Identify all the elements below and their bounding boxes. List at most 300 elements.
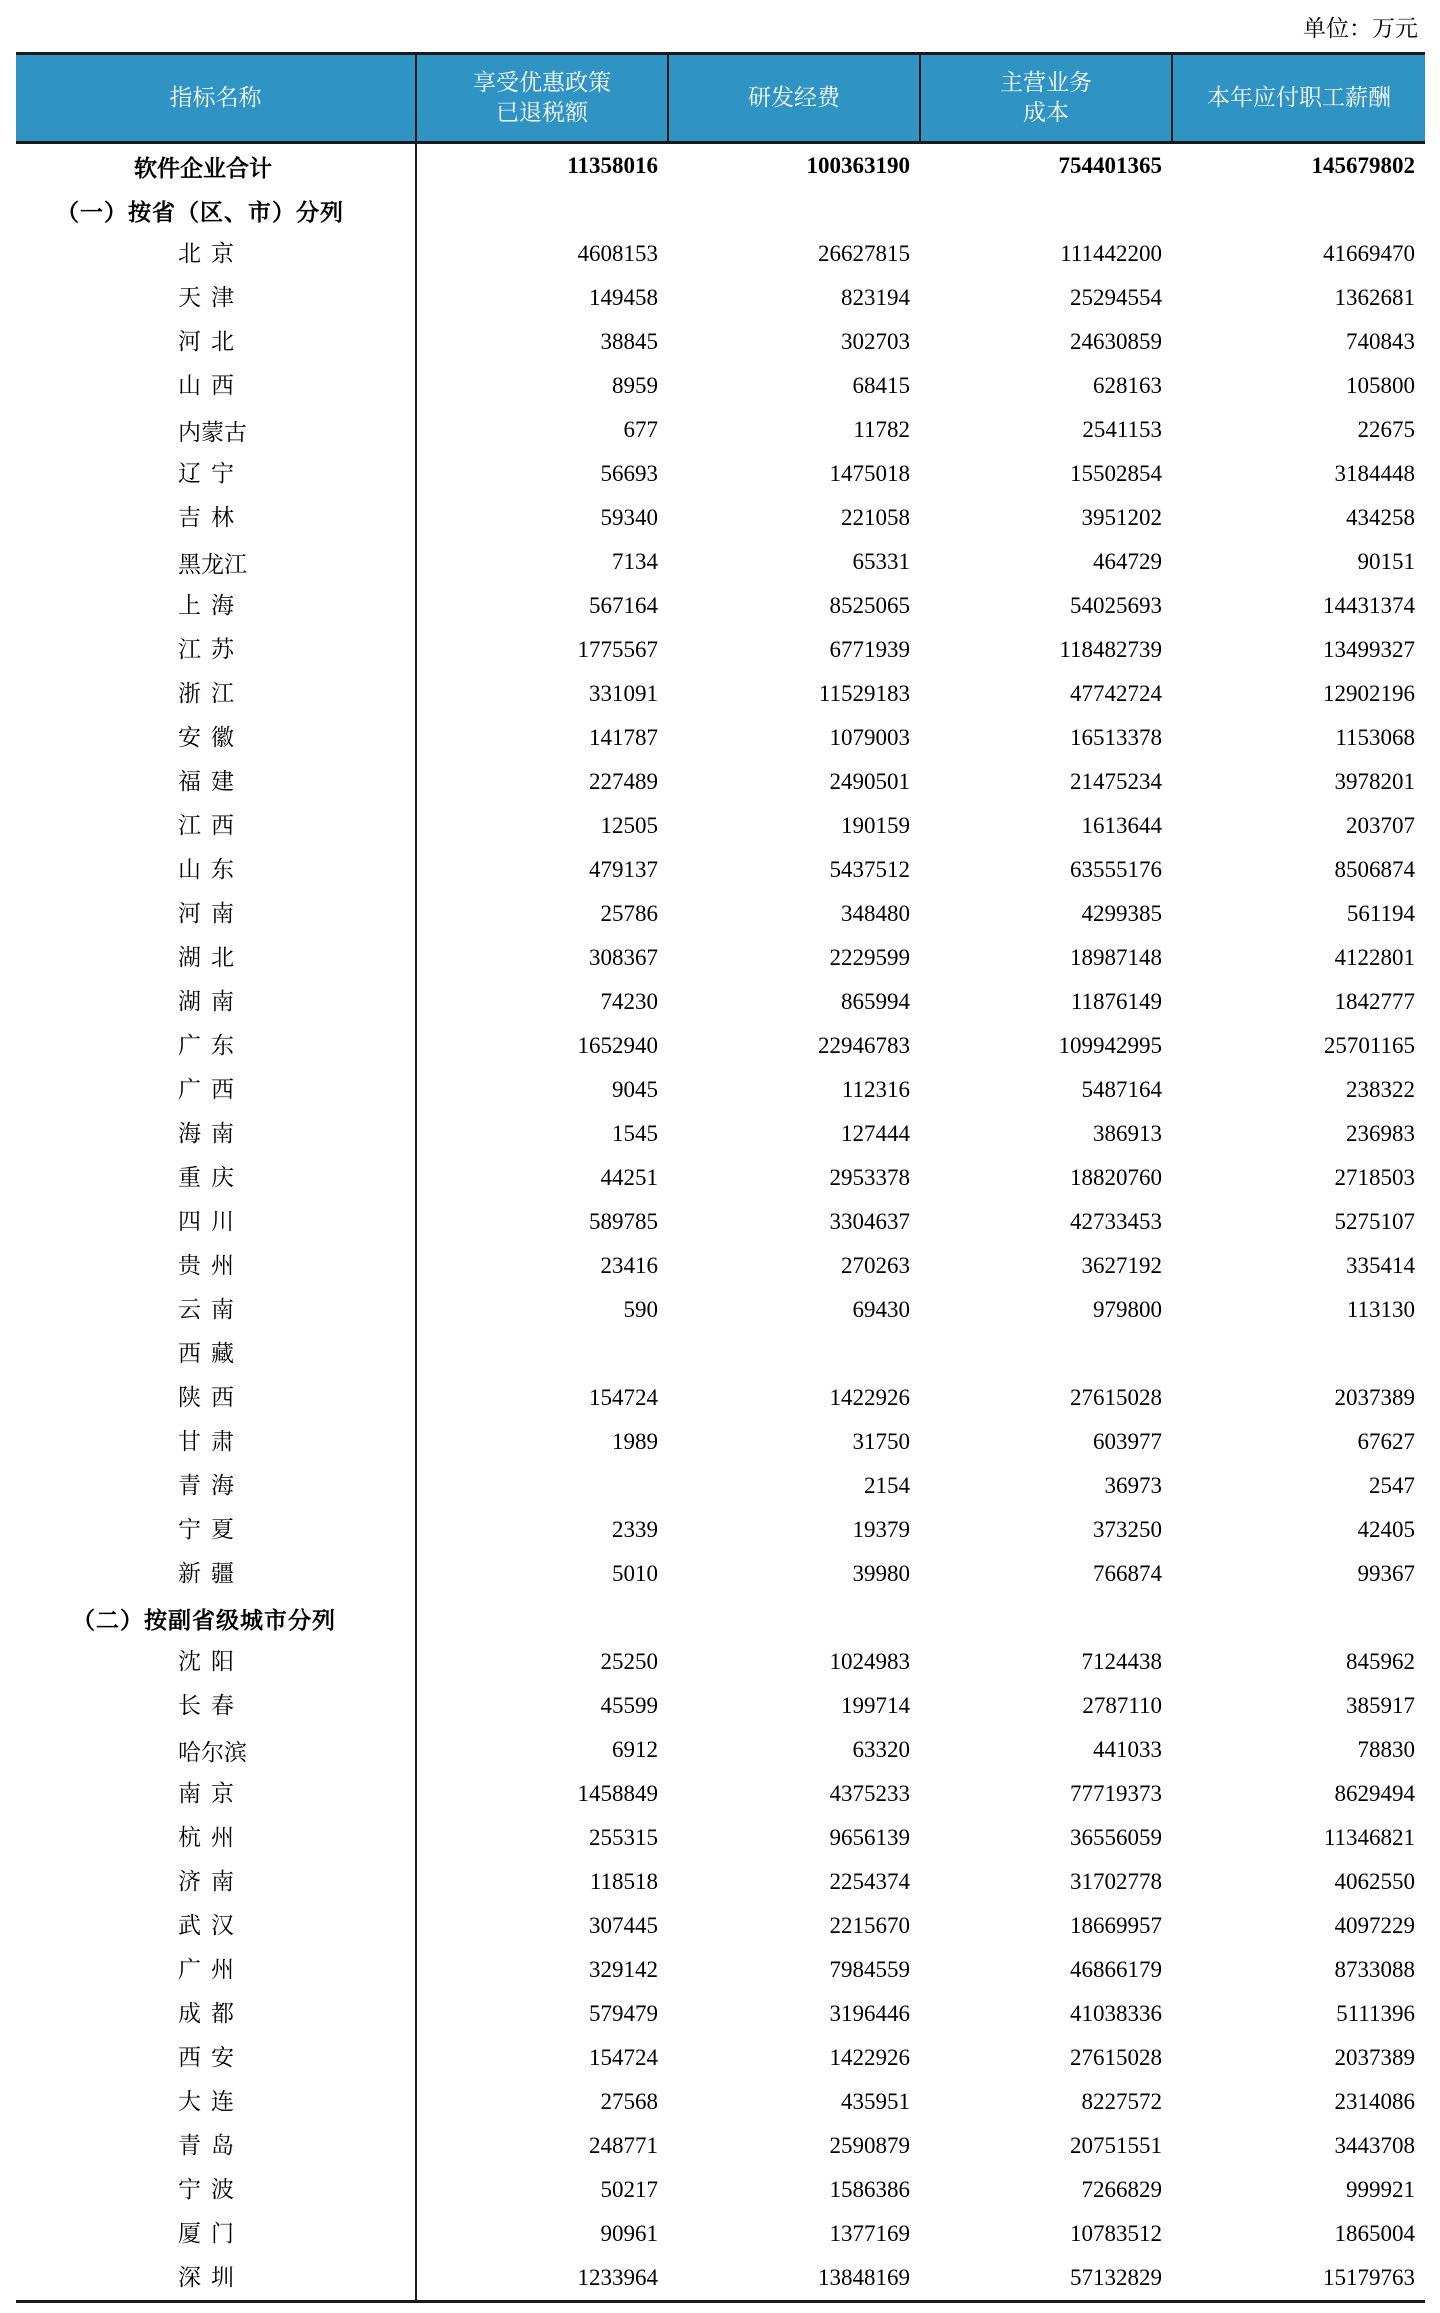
cell-payroll: 13499327 [1323, 637, 1415, 662]
cell-payroll: 67627 [1357, 1429, 1415, 1454]
region-name-char-2: 建 [211, 768, 234, 795]
table-row [16, 2124, 1425, 2168]
cell-tax-refund: 677 [623, 417, 658, 442]
region-name [16, 1288, 416, 1332]
region-name [16, 980, 416, 1024]
cell-rd-expense: 19379 [852, 1517, 910, 1542]
cell-tax-refund: 154724 [589, 1385, 658, 1410]
cell-rd-expense: 270263 [841, 1253, 910, 1278]
cell-tax-refund: 1233964 [416, 2256, 668, 2302]
cell-payroll: 8506874 [1334, 857, 1415, 882]
region-name-char-1: 北 [178, 240, 201, 267]
table-row [16, 1816, 1425, 1860]
table-row [16, 452, 1425, 496]
table-row [16, 1376, 1425, 1420]
cell-payroll: 740843 [1346, 329, 1415, 354]
region-name [16, 1992, 416, 2036]
region-name-char-1: 浙 [178, 680, 201, 707]
cell-main-business-cost: 41038336 [1070, 2001, 1162, 2026]
region-name [16, 1376, 416, 1420]
region-name-char-1: 湖 [178, 988, 201, 1015]
cell-tax-refund: 479137 [589, 857, 658, 882]
region-name-char-1: 武 [178, 1912, 201, 1939]
region-name-char-1: 河 [178, 900, 201, 927]
cell-main-business-cost: 24630859 [1070, 329, 1162, 354]
cell-main-business-cost: 2541153 [1082, 417, 1162, 442]
cell-rd-expense: 302703 [841, 329, 910, 354]
cell-payroll: 105800 [1346, 373, 1415, 398]
table-row [16, 1024, 1425, 1068]
cell-main-business-cost: 5487164 [1081, 1077, 1162, 1102]
cell-tax-refund: 1458849 [577, 1781, 658, 1806]
table-row [16, 2256, 1425, 2302]
cell-rd-expense: 2215670 [829, 1913, 910, 1938]
cell-rd-expense: 127444 [841, 1121, 910, 1146]
cell-tax-refund: 590 [623, 1297, 658, 1322]
cell-rd-expense: 1586386 [829, 2177, 910, 2202]
table-row [16, 1508, 1425, 1552]
cell-payroll: 3184448 [1334, 461, 1415, 486]
region-name-char-2: 西 [211, 1076, 234, 1103]
region-name-char-2: 海 [211, 1472, 234, 1499]
region-name [16, 1684, 416, 1728]
table-row [16, 1244, 1425, 1288]
cell-tax-refund: 44251 [600, 1165, 658, 1190]
cell-payroll: 41669470 [1323, 241, 1415, 266]
cell-main-business-cost: 36556059 [1070, 1825, 1162, 1850]
region-name-char-2: 春 [211, 1692, 234, 1719]
region-name-char-2: 海 [211, 592, 234, 619]
region-name: 哈尔滨 [16, 1728, 416, 1772]
cell-tax-refund: 90961 [600, 2221, 658, 2246]
header-row [16, 54, 1425, 143]
region-name [16, 716, 416, 760]
cell-tax-refund: 50217 [600, 2177, 658, 2202]
region-name-char-1: 厦 [178, 2220, 201, 2247]
cell-tax-refund: 154724 [589, 2045, 658, 2070]
cell-tax-refund: 149458 [589, 285, 658, 310]
table-row [16, 936, 1425, 980]
cell-main-business-cost: 7124438 [1081, 1649, 1162, 1674]
region-name-char-2: 川 [211, 1208, 234, 1235]
region-name-char-2: 津 [211, 284, 234, 311]
cell-main-business-cost: 31702778 [1070, 1869, 1162, 1894]
cell-main-business-cost: 386913 [1093, 1121, 1162, 1146]
table-row [16, 1948, 1425, 1992]
table-row [16, 672, 1425, 716]
region-name-char-2: 疆 [211, 1560, 234, 1587]
cell-main-business-cost: 373250 [1093, 1517, 1162, 1542]
region-name-char-1: 贵 [178, 1252, 201, 1279]
cell-payroll: 3978201 [1334, 769, 1415, 794]
cell-payroll: 236983 [1346, 1121, 1415, 1146]
region-name-char-1: 辽 [178, 460, 201, 487]
cell-rd-expense: 2590879 [829, 2133, 910, 2158]
region-name [16, 628, 416, 672]
cell-payroll: 4097229 [1334, 1913, 1415, 1938]
cell-tax-refund: 248771 [589, 2133, 658, 2158]
cell-rd-expense: 69430 [852, 1297, 910, 1322]
cell-payroll: 99367 [1357, 1561, 1415, 1586]
cell-payroll: 2547 [1369, 1473, 1415, 1498]
region-name-char-2: 京 [211, 1780, 234, 1807]
table-row [16, 1772, 1425, 1816]
cell-tax-refund: 2339 [612, 1517, 658, 1542]
region-name [16, 1024, 416, 1068]
region-name-char-2: 南 [211, 900, 234, 927]
region-name-char-1: 福 [178, 768, 201, 795]
cell-payroll: 203707 [1346, 813, 1415, 838]
region-name-char-1: 深 [178, 2264, 201, 2291]
cell-main-business-cost: 16513378 [1070, 725, 1162, 750]
table-row [16, 760, 1425, 804]
cell-payroll: 1865004 [1334, 2221, 1415, 2246]
region-name-char-2: 北 [211, 944, 234, 971]
cell-rd-expense: 63320 [852, 1737, 910, 1762]
region-name-char-1: 宁 [178, 1516, 201, 1543]
region-name [16, 2124, 416, 2168]
region-name-char-2: 东 [211, 856, 234, 883]
region-name-char-1: 宁 [178, 2176, 201, 2203]
cell-main-business-cost: 628163 [1093, 373, 1162, 398]
data-table [16, 52, 1425, 2303]
cell-rd-expense: 68415 [852, 373, 910, 398]
region-name-char-2: 宁 [211, 460, 234, 487]
cell-payroll: 5275107 [1334, 1209, 1415, 1234]
cell-rd-expense: 435951 [841, 2089, 910, 2114]
cell-tax-refund: 308367 [589, 945, 658, 970]
cell-payroll: 8629494 [1334, 1781, 1415, 1806]
cell-tax-refund: 227489 [589, 769, 658, 794]
cell-rd-expense: 39980 [852, 1561, 910, 1586]
cell-main-business-cost: 109942995 [1058, 1033, 1162, 1058]
region-name [16, 672, 416, 716]
table-row [16, 1640, 1425, 1684]
region-name-char-2: 门 [211, 2220, 234, 2247]
header-main-business-cost: 主营业务 成本 [920, 54, 1172, 143]
region-name-char-2: 连 [211, 2088, 234, 2115]
region-name-char-2: 庆 [211, 1164, 234, 1191]
region-name-char-2: 南 [211, 1120, 234, 1147]
cell-rd-expense: 3196446 [829, 2001, 910, 2026]
region-name [16, 936, 416, 980]
cell-rd-expense: 221058 [841, 505, 910, 530]
cell-tax-refund: 25786 [600, 901, 658, 926]
table-row [16, 540, 1425, 584]
region-name-char-2: 夏 [211, 1516, 234, 1543]
cell-rd-expense: 26627815 [818, 241, 910, 266]
cell-payroll: 90151 [1357, 549, 1415, 574]
cell-rd-expense: 11782 [853, 417, 910, 442]
region-name [16, 232, 416, 276]
region-name-char-2: 波 [211, 2176, 234, 2203]
region-name-char-1: 河 [178, 328, 201, 355]
cell-main-business-cost: 8227572 [1081, 2089, 1162, 2114]
region-name [16, 1068, 416, 1112]
region-name [16, 364, 416, 408]
cell-tax-refund: 118518 [589, 1869, 658, 1894]
region-name-char-2: 江 [211, 680, 234, 707]
region-name-char-2: 东 [211, 1032, 234, 1059]
cell-main-business-cost: 42733453 [1070, 1209, 1162, 1234]
cell-rd-expense: 22946783 [818, 1033, 910, 1058]
cell-rd-expense: 13848169 [668, 2256, 920, 2302]
region-name [16, 892, 416, 936]
cell-payroll: 1362681 [1334, 285, 1415, 310]
cell-payroll: 78830 [1357, 1737, 1415, 1762]
table-row [16, 364, 1425, 408]
cell-tax-refund [416, 1332, 668, 1376]
cell-tax-refund: 1545 [612, 1121, 658, 1146]
cell-tax-refund: 74230 [600, 989, 658, 1014]
table-row [16, 628, 1425, 672]
cell-tax-refund: 1652940 [577, 1033, 658, 1058]
cell-tax-refund: 331091 [589, 681, 658, 706]
cell-main-business-cost: 1613644 [1081, 813, 1162, 838]
region-name [16, 1860, 416, 1904]
cell-payroll: 2718503 [1334, 1165, 1415, 1190]
region-name-char-1: 海 [178, 1120, 201, 1147]
cell-payroll: 1842777 [1334, 989, 1415, 1014]
cell-payroll: 434258 [1346, 505, 1415, 530]
cell-rd-expense: 1422926 [829, 2045, 910, 2070]
region-name-char-1: 山 [178, 372, 201, 399]
cell-tax-refund: 7134 [612, 549, 658, 574]
table-row [16, 1200, 1425, 1244]
cell-tax-refund: 6912 [612, 1737, 658, 1762]
cell-rd-expense: 7984559 [829, 1957, 910, 1982]
region-name-char-2: 京 [211, 240, 234, 267]
cell-payroll: 238322 [1346, 1077, 1415, 1102]
cell-tax-refund: 9045 [612, 1077, 658, 1102]
cell-main-business-cost: 47742724 [1070, 681, 1162, 706]
cell-rd-expense: 4375233 [829, 1781, 910, 1806]
region-name-char-1: 吉 [178, 504, 201, 531]
table-row [16, 1156, 1425, 1200]
region-name-char-2: 州 [211, 1824, 234, 1851]
cell-rd-expense: 2953378 [829, 1165, 910, 1190]
region-name [16, 1244, 416, 1288]
section-cities-row [16, 1596, 1425, 1640]
table-row [16, 320, 1425, 364]
cell-main-business-cost: 118482739 [1059, 637, 1162, 662]
region-name [16, 1112, 416, 1156]
cell-main-business-cost: 27615028 [1070, 2045, 1162, 2070]
table-row [16, 892, 1425, 936]
cell-payroll: 335414 [1346, 1253, 1415, 1278]
section-cities-label: （二）按副省级城市分列 [16, 1596, 416, 1640]
table-row [16, 2168, 1425, 2212]
cell-rd-expense: 190159 [841, 813, 910, 838]
cell-main-business-cost: 77719373 [1070, 1781, 1162, 1806]
cell-rd-expense: 199714 [841, 1693, 910, 1718]
cell-rd-expense [668, 1332, 920, 1376]
region-name [16, 1464, 416, 1508]
region-name [16, 2036, 416, 2080]
total-tax-refund: 11358016 [567, 153, 658, 178]
region-name [16, 1640, 416, 1684]
cell-tax-refund: 1775567 [577, 637, 658, 662]
region-name-char-1: 杭 [178, 1824, 201, 1851]
table-row [16, 1288, 1425, 1332]
cell-main-business-cost: 441033 [1093, 1737, 1162, 1762]
region-name-char-2: 都 [211, 2000, 234, 2027]
total-payroll: 145679802 [1311, 153, 1415, 178]
region-name-char-2: 汉 [211, 1912, 234, 1939]
cell-main-business-cost: 20751551 [1070, 2133, 1162, 2158]
region-name-char-1: 上 [178, 592, 201, 619]
table-row [16, 584, 1425, 628]
region-name: 黑龙江 [16, 540, 416, 584]
total-row [16, 143, 1425, 189]
table-row [16, 1464, 1425, 1508]
region-name [16, 1772, 416, 1816]
section-provinces-row [16, 188, 1425, 232]
cell-main-business-cost: 18820760 [1070, 1165, 1162, 1190]
cell-payroll: 15179763 [1172, 2256, 1425, 2302]
table-row [16, 1728, 1425, 1772]
region-name [16, 320, 416, 364]
cell-rd-expense: 348480 [841, 901, 910, 926]
cell-tax-refund: 567164 [589, 593, 658, 618]
header-rd-expense: 研发经费 [668, 54, 920, 143]
region-name-char-2: 西 [211, 1384, 234, 1411]
cell-main-business-cost: 464729 [1093, 549, 1162, 574]
region-name [16, 1156, 416, 1200]
table-row [16, 848, 1425, 892]
cell-main-business-cost: 979800 [1093, 1297, 1162, 1322]
cell-payroll: 25701165 [1323, 1033, 1415, 1058]
region-name-char-1: 广 [178, 1956, 201, 1983]
cell-payroll: 5111396 [1336, 2001, 1415, 2026]
table-row [16, 232, 1425, 276]
cell-main-business-cost: 15502854 [1070, 461, 1162, 486]
cell-main-business-cost: 46866179 [1070, 1957, 1162, 1982]
cell-main-business-cost: 11876149 [1070, 989, 1162, 1014]
cell-tax-refund: 45599 [600, 1693, 658, 1718]
table-row [16, 1068, 1425, 1112]
region-name-char-2: 苏 [211, 636, 234, 663]
cell-payroll: 3443708 [1334, 2133, 1415, 2158]
region-name-char-1: 天 [178, 284, 201, 311]
cell-main-business-cost: 54025693 [1070, 593, 1162, 618]
region-name-char-2: 南 [211, 1868, 234, 1895]
region-name-char-2: 南 [211, 988, 234, 1015]
region-name-char-2: 州 [211, 1956, 234, 1983]
region-name [16, 804, 416, 848]
cell-main-business-cost: 111442200 [1060, 241, 1162, 266]
region-name-char-1: 南 [178, 1780, 201, 1807]
region-name [16, 1200, 416, 1244]
cell-payroll: 113130 [1346, 1297, 1415, 1322]
cell-main-business-cost: 27615028 [1070, 1385, 1162, 1410]
cell-main-business-cost: 2787110 [1082, 1693, 1162, 1718]
region-name [16, 760, 416, 804]
cell-payroll: 4122801 [1334, 945, 1415, 970]
cell-main-business-cost: 10783512 [1070, 2221, 1162, 2246]
cell-payroll: 385917 [1346, 1693, 1415, 1718]
region-name-char-1: 安 [178, 724, 201, 751]
region-name-char-1: 成 [178, 2000, 201, 2027]
cell-rd-expense: 8525065 [829, 593, 910, 618]
table-row [16, 1332, 1425, 1376]
cell-payroll: 1153068 [1335, 725, 1415, 750]
table-row [16, 980, 1425, 1024]
cell-main-business-cost: 36973 [1104, 1473, 1162, 1498]
region-name-char-2: 西 [211, 372, 234, 399]
region-name-char-1: 青 [178, 2132, 201, 2159]
region-name-char-1: 西 [178, 2044, 201, 2071]
cell-rd-expense: 11529183 [818, 681, 910, 706]
region-name: 内蒙古 [16, 408, 416, 452]
region-name-char-1: 山 [178, 856, 201, 883]
cell-main-business-cost: 25294554 [1070, 285, 1162, 310]
table-row [16, 408, 1425, 452]
cell-rd-expense: 2490501 [829, 769, 910, 794]
table-row [16, 1904, 1425, 1948]
total-rd-expense: 100363190 [806, 153, 910, 178]
cell-tax-refund [416, 1464, 668, 1508]
region-name-char-1: 甘 [178, 1428, 201, 1455]
cell-rd-expense: 823194 [841, 285, 910, 310]
cell-main-business-cost: 3951202 [1081, 505, 1162, 530]
cell-payroll: 999921 [1346, 2177, 1415, 2202]
region-name-char-1: 广 [178, 1032, 201, 1059]
table-row [16, 804, 1425, 848]
region-name-char-2: 西 [211, 812, 234, 839]
cell-main-business-cost: 766874 [1093, 1561, 1162, 1586]
cell-payroll: 8733088 [1334, 1957, 1415, 1982]
region-name [16, 276, 416, 320]
section-provinces-label: （一）按省（区、市）分列 [16, 188, 416, 232]
region-name-char-1: 重 [178, 1164, 201, 1191]
region-name-char-1: 新 [178, 1560, 201, 1587]
cell-rd-expense: 3304637 [829, 1209, 910, 1234]
table-row [16, 1860, 1425, 1904]
region-name-char-1: 济 [178, 1868, 201, 1895]
cell-payroll: 561194 [1346, 901, 1415, 926]
region-name-char-1: 四 [178, 1208, 201, 1235]
region-name-char-2: 圳 [211, 2264, 234, 2291]
cell-rd-expense: 1079003 [829, 725, 910, 750]
cell-tax-refund: 579479 [589, 2001, 658, 2026]
region-name-char-1: 西 [178, 1340, 201, 1367]
cell-tax-refund: 25250 [600, 1649, 658, 1674]
table-row [16, 1992, 1425, 2036]
region-name-char-2: 林 [211, 504, 234, 531]
cell-payroll: 12902196 [1323, 681, 1415, 706]
region-name [16, 452, 416, 496]
region-name-char-1: 长 [178, 1692, 201, 1719]
region-name-char-1: 江 [178, 636, 201, 663]
cell-rd-expense: 1475018 [829, 461, 910, 486]
table-row [16, 2036, 1425, 2080]
cell-tax-refund: 23416 [600, 1253, 658, 1278]
region-name [16, 1904, 416, 1948]
table-row [16, 1552, 1425, 1596]
cell-main-business-cost: 63555176 [1070, 857, 1162, 882]
region-name-char-2: 安 [211, 2044, 234, 2071]
cell-rd-expense: 2154 [864, 1473, 910, 1498]
total-main-business-cost: 754401365 [1058, 153, 1162, 178]
cell-main-business-cost: 18669957 [1070, 1913, 1162, 1938]
cell-payroll: 14431374 [1323, 593, 1415, 618]
cell-rd-expense: 2254374 [829, 1869, 910, 1894]
cell-main-business-cost: 4299385 [1081, 901, 1162, 926]
region-name [16, 1332, 416, 1376]
cell-payroll: 42405 [1357, 1517, 1415, 1542]
table-row [16, 1420, 1425, 1464]
